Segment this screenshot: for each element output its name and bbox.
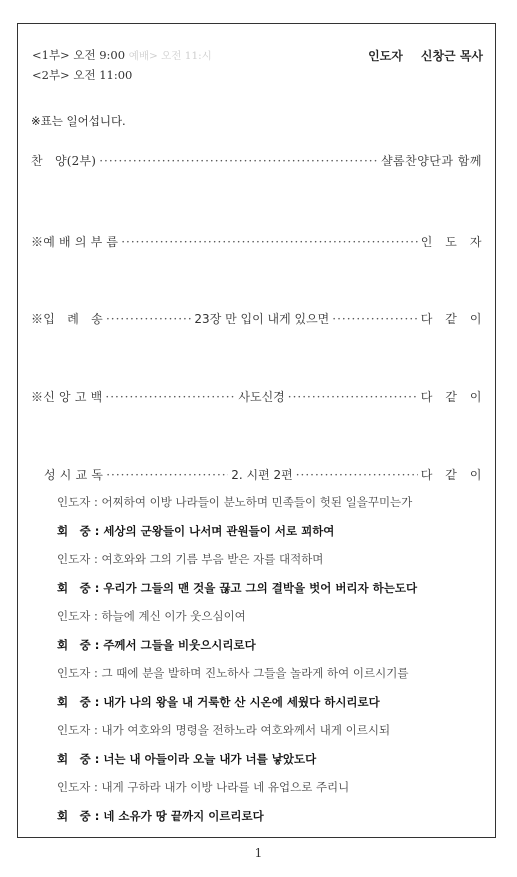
order-label: 성 시 교 독 xyxy=(44,468,104,482)
dot-leader xyxy=(288,390,418,404)
responsive-line: 인도자 : 여호와와 그의 기름 부음 받은 자를 대적하며 xyxy=(57,552,324,566)
responsive-line: 인도자 : 그 때에 분을 발하며 진노하사 그들을 놀라게 하여 이르시기를 xyxy=(57,666,409,680)
order-item-responsive-reading xyxy=(44,466,482,483)
dot-leader xyxy=(99,154,378,168)
worship-leader xyxy=(368,47,483,64)
responsive-line: 회 중 : 네 소유가 땅 끝까지 이르리로다 xyxy=(57,809,264,823)
service-time-ghost: 예배> 오전 11:시 xyxy=(128,50,212,62)
order-mid: 2. 시편 2편 xyxy=(231,468,293,482)
order-right: 샬롬찬양단과 함께 xyxy=(380,154,482,168)
page-number: 1 xyxy=(254,846,263,860)
order-right: 다 같 이 xyxy=(420,312,482,326)
order-item-call-to-worship xyxy=(31,233,482,250)
responsive-line: 회 중 : 세상의 군왕들이 나서며 관원들이 서로 꾀하여 xyxy=(57,524,335,538)
leader-name: 신창근 목사 xyxy=(420,49,483,63)
order-right: 다 같 이 xyxy=(420,468,482,482)
responsive-line: 회 중 : 주께서 그들을 비웃으시리로다 xyxy=(57,638,256,652)
standing-note: ※표는 일어섭니다. xyxy=(31,114,126,128)
service-time-2: <2부> 오전 11:00 xyxy=(32,68,133,82)
leader-label: 인도자 xyxy=(368,49,403,63)
responsive-line: 인도자 : 내게 구하라 내가 이방 나라를 네 유업으로 주리니 xyxy=(57,780,350,794)
order-item-hymn xyxy=(31,310,482,327)
dot-leader xyxy=(105,390,235,404)
service-time-1 xyxy=(32,47,212,63)
responsive-line: 회 중 : 너는 내 아들이라 오늘 내가 너를 낳았도다 xyxy=(57,752,317,766)
order-mid: 사도신경 xyxy=(238,390,285,404)
responsive-line: 회 중 : 우리가 그들의 맨 것을 끊고 그의 결박을 벗어 버리자 하는도다 xyxy=(57,581,418,595)
responsive-line: 회 중 : 내가 나의 왕을 내 거룩한 산 시온에 세웠다 하시리로다 xyxy=(57,695,380,709)
order-item-praise xyxy=(31,152,482,169)
service-time-1-text: <1부> 오전 9:00 xyxy=(32,48,126,62)
dot-leader xyxy=(296,468,418,482)
dot-leader xyxy=(121,235,418,249)
order-label: ※입 례 송 xyxy=(31,312,103,326)
dot-leader xyxy=(332,312,417,326)
order-right: 다 같 이 xyxy=(420,390,483,404)
order-item-creed xyxy=(31,388,482,405)
responsive-line: 인도자 : 내가 여호와의 명령을 전하노라 여호와께서 내게 이르시되 xyxy=(57,723,391,737)
order-label: 찬 양(2부) xyxy=(31,154,97,168)
order-mid: 23장 만 입이 내게 있으면 xyxy=(194,312,330,326)
responsive-line: 인도자 : 하늘에 계신 이가 웃으심이여 xyxy=(57,609,246,623)
order-label: ※예 배 의 부 름 xyxy=(31,235,119,249)
order-right: 인 도 자 xyxy=(420,235,482,249)
dot-leader xyxy=(106,468,228,482)
bulletin-frame xyxy=(17,23,496,838)
responsive-line: 인도자 : 어찌하여 이방 나라들이 분노하며 민족들이 헛된 일을꾸미는가 xyxy=(57,495,413,509)
order-label: ※신 앙 고 백 xyxy=(31,390,103,404)
dot-leader xyxy=(106,312,191,326)
